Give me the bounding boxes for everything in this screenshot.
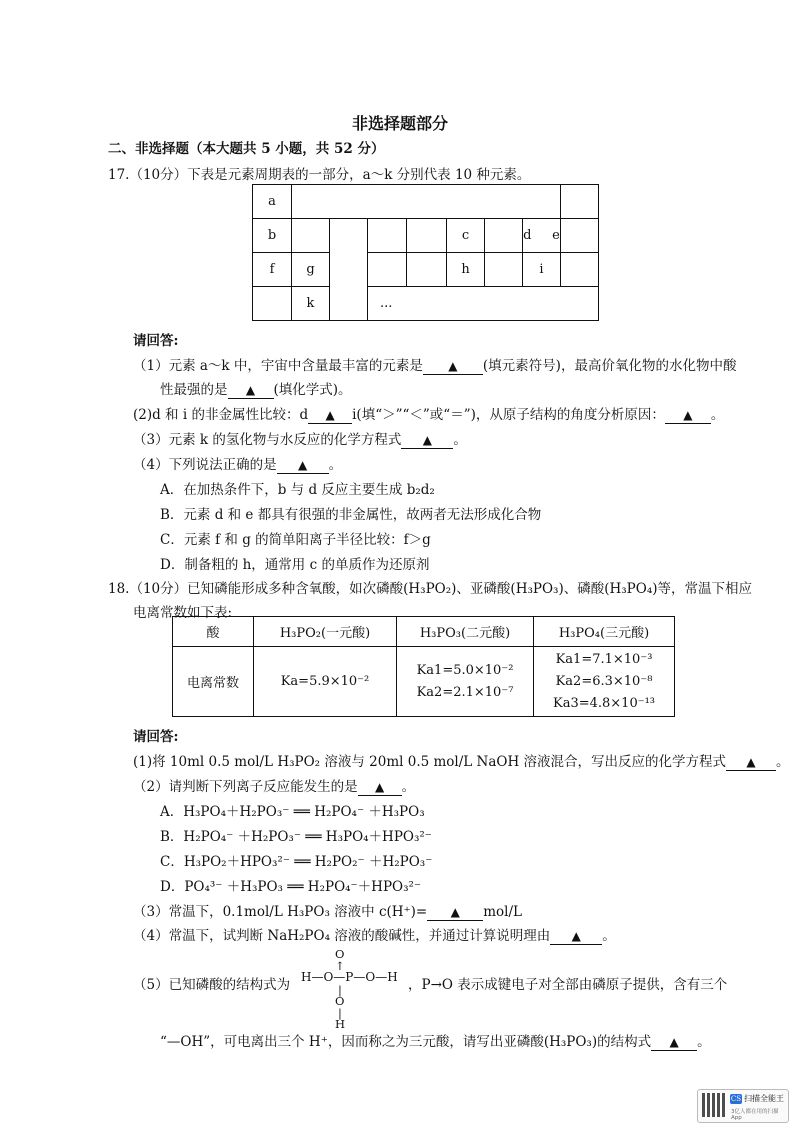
ka-header-acid: 酸 (173, 617, 254, 647)
structure-bottom-h: H (335, 1017, 346, 1031)
q17-option-d: D．制备粗的 h，通常用 c 的单质作为还原剂 (160, 557, 430, 573)
q18-part4: （4）常温下，试判断 NaH₂PO₄ 溶液的酸碱性，并通过计算说明理由 ▲ 。 (133, 928, 616, 944)
answer-blank[interactable]: ▲ (277, 458, 329, 474)
camscanner-logo: CS (730, 1095, 742, 1103)
section-heading: 二、非选择题（本大题共 5 小题，共 52 分） (108, 141, 385, 157)
answer-blank[interactable]: ▲ (401, 433, 453, 449)
ka-h3po4-2: Ka2=6.3×10⁻⁸ (555, 673, 653, 689)
q18-ask: 请回答: (133, 729, 179, 745)
ka-header-h3po4: H₃PO₄(三元酸) (534, 617, 675, 647)
q18-stem: 18.（10分）已知磷能形成多种含氧酸，如次磷酸(H₃PO₂)、亚磷酸(H₃PO₃)、磷酸(H₃PO₄)等，常温下相应 (108, 581, 752, 597)
q18-option-d: D．PO₄³⁻ ＋H₃PO₃ ══ H₂PO₄⁻＋HPO₃²⁻ (160, 879, 422, 895)
q17-part1-cont: 性最强的是 ▲ (填化学式)。 (160, 382, 352, 398)
answer-blank[interactable]: ▲ (228, 383, 274, 399)
pt-cell-empty (485, 219, 523, 253)
ka-h3po3-1: Ka1=5.0×10⁻² (416, 662, 514, 678)
pt-cell-b: b (253, 219, 292, 253)
pt-cell-empty (368, 253, 407, 287)
pt-cell-empty (368, 219, 407, 253)
q18-stem-cont: 电离常数如下表: (133, 605, 233, 621)
q17-part1: （1）元素 a～k 中，宇宙中含量最丰富的元素是 ▲ (填元素符号)，最高价氧化物的水化物中酸 (133, 358, 737, 374)
q17-option-b: B．元素 d 和 e 都具有很强的非金属性，故两者无法形成化合物 (160, 507, 542, 523)
answer-blank[interactable]: ▲ (308, 408, 352, 424)
q18-part5-end: “—OH”，可电离出三个 H⁺，因而称之为三元酸，请写出亚磷酸(H₃PO₃)的结构式 ▲ 。 (160, 1034, 711, 1050)
answer-blank[interactable]: ▲ (358, 780, 402, 796)
ka-header-h3po3: H₃PO₃(二元酸) (397, 617, 534, 647)
answer-blank[interactable]: ▲ (423, 359, 483, 375)
structure-low-o: O (335, 994, 345, 1008)
qr-code-icon (702, 1093, 726, 1117)
answer-blank[interactable]: ▲ (550, 929, 602, 945)
structure-bond2: | (338, 1006, 342, 1020)
pt-cell-empty (561, 253, 599, 287)
pt-cell-d-e (523, 219, 561, 253)
watermark-name: 扫描全能王 (744, 1094, 784, 1103)
pt-cell-d: d (523, 228, 532, 243)
structure-main: H—O—P—O—H (301, 970, 398, 984)
ka-row-label: 电离常数 (173, 647, 254, 717)
pt-cell-transition (330, 219, 368, 321)
structure-arrow: ↑ (335, 959, 345, 973)
pt-cell-e: e (552, 228, 560, 243)
structure-top-o: O (335, 947, 345, 961)
q18-option-b: B．H₂PO₄⁻ ＋H₂PO₃⁻ ══ H₃PO₄＋HPO₃²⁻ (160, 829, 432, 845)
q18-part5-cont: ，P→O 表示成键电子对全部由磷原子提供，含有三个 (408, 977, 728, 993)
structure-bond: | (338, 983, 342, 997)
ka-h3po2: Ka=5.9×10⁻² (254, 647, 397, 717)
watermark-sub: 3亿人都在用的扫描App (731, 1109, 779, 1121)
pt-cell-a: a (253, 185, 292, 219)
pt-cell-empty (407, 219, 447, 253)
pt-cell-ellipsis: ... (368, 287, 599, 321)
ka-h3po4-3: Ka3=4.8×10⁻¹³ (552, 695, 656, 711)
pt-cell-empty (485, 253, 523, 287)
pt-cell-g: g (292, 253, 330, 287)
ka-h3po4-1: Ka1=7.1×10⁻³ (555, 651, 653, 667)
pt-cell-k: k (292, 287, 330, 321)
ionization-table (172, 616, 675, 717)
pt-cell-h: h (447, 253, 485, 287)
ka-h3po3-2: Ka2=2.1×10⁻⁷ (416, 684, 514, 700)
pt-cell-empty (561, 219, 599, 253)
q18-option-a: A．H₃PO₄＋H₂PO₃⁻ ══ H₂PO₄⁻ ＋H₃PO₃ (160, 804, 425, 820)
pt-cell-empty (292, 185, 561, 219)
answer-blank[interactable]: ▲ (651, 1035, 697, 1051)
ka-h3po4-cell (534, 647, 675, 717)
pt-cell-c: c (447, 219, 485, 253)
q18-option-c: C．H₃PO₂＋HPO₃²⁻ ══ H₂PO₂⁻ ＋H₂PO₃⁻ (160, 854, 433, 870)
ka-h3po3-cell (397, 647, 534, 717)
pt-cell-i: i (523, 253, 561, 287)
q18-part3: （3）常温下，0.1mol/L H₃PO₃ 溶液中 c(H⁺)= ▲ mol/L (133, 904, 523, 920)
pt-cell-empty (407, 253, 447, 287)
pt-cell-empty (253, 287, 292, 321)
q18-part2: （2）请判断下列离子反应能发生的是 ▲ 。 (133, 779, 416, 795)
pt-cell-f: f (253, 253, 292, 287)
scanner-watermark (697, 1089, 789, 1123)
q17-option-c: C．元素 f 和 g 的简单阳离子半径比较：f＞g (160, 532, 431, 548)
q17-part2: (2)d 和 i 的非金属性比较：d ▲ i(填“＞”“＜”或“＝”)，从原子结构的角度分析原因： ▲ 。 (133, 407, 725, 423)
q17-stem: 17.（10分）下表是元素周期表的一部分，a～k 分别代表 10 种元素。 (108, 167, 531, 183)
pt-cell-empty (561, 185, 599, 219)
page-title: 非选择题部分 (351, 114, 448, 133)
answer-blank[interactable]: ▲ (427, 905, 483, 921)
q18-part1: (1)将 10ml 0.5 mol/L H₃PO₂ 溶液与 20ml 0.5 mol/L NaOH 溶液混合，写出反应的化学方程式 ▲ 。 (133, 754, 790, 770)
answer-blank[interactable]: ▲ (665, 408, 711, 424)
q17-ask: 请回答: (133, 333, 179, 349)
ka-header-h3po2: H₃PO₂(一元酸) (254, 617, 397, 647)
periodic-table (252, 184, 599, 321)
answer-blank[interactable]: ▲ (726, 755, 776, 771)
q17-option-a: A．在加热条件下，b 与 d 反应主要生成 b₂d₂ (160, 482, 435, 498)
q18-part5: （5）已知磷酸的结构式为 (133, 977, 291, 993)
pt-cell-empty (292, 219, 330, 253)
q17-part3: （3）元素 k 的氢化物与水反应的化学方程式 ▲ 。 (133, 432, 467, 448)
q17-part4: （4）下列说法正确的是 ▲ 。 (133, 457, 343, 473)
